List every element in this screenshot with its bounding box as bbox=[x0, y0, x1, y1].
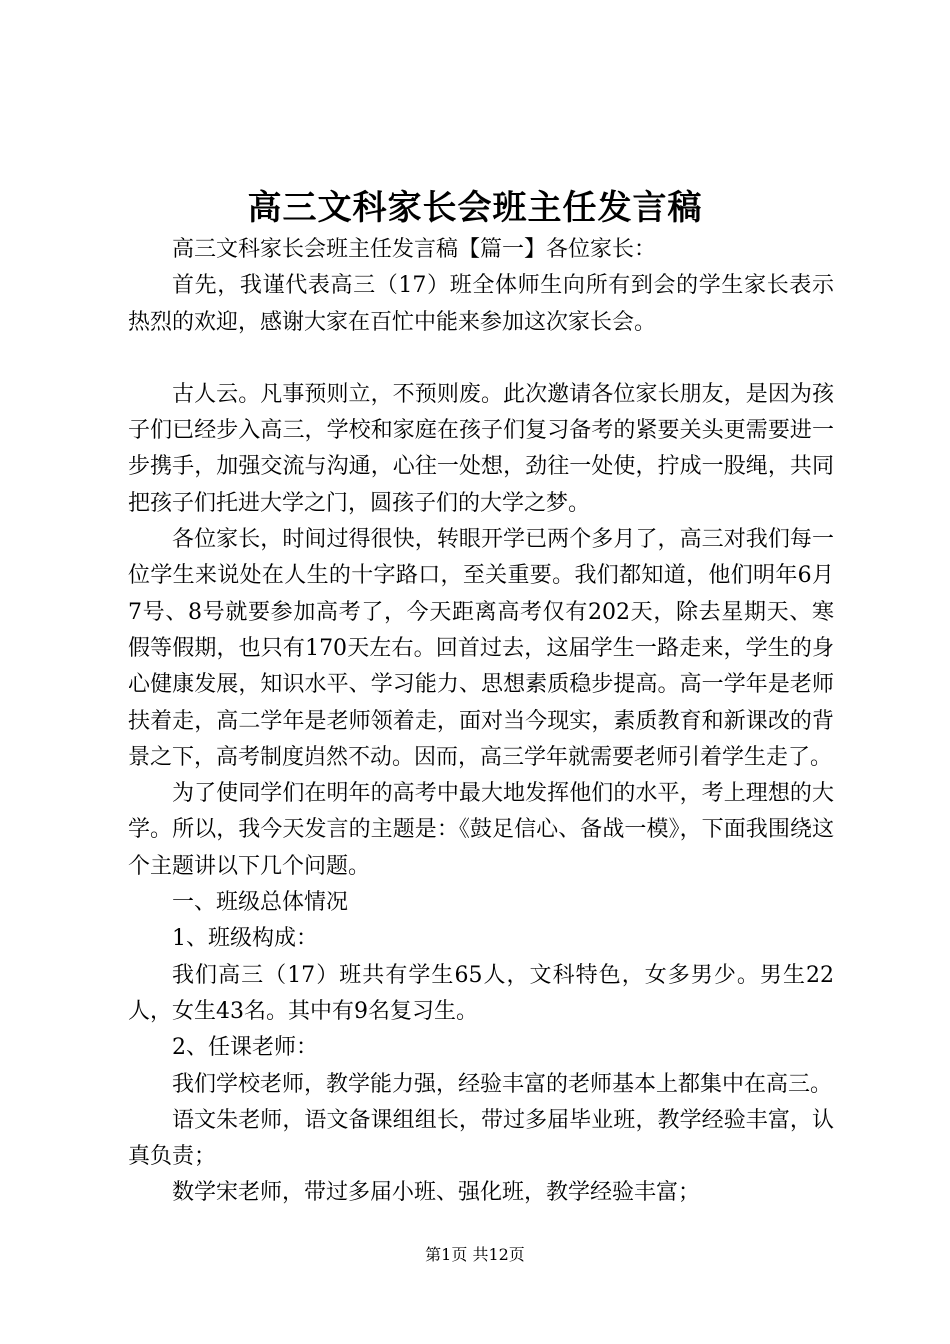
section-heading: 一、班级总体情况 bbox=[172, 890, 349, 916]
paragraph: 我们学校老师，教学能力强，经验丰富的老师基本上都集中在高三。 bbox=[172, 1071, 833, 1097]
paragraph: 为了使同学们在明年的高考中最大地发挥他们的水平，考上理想的大学。所以，我今天发言的主题是：《鼓足信心、备战一模》，下面我围绕这个主题讲以下几个问题。 bbox=[128, 781, 834, 879]
document-body bbox=[128, 232, 834, 1212]
paragraph: 语文朱老师，语文备课组组长，带过多届毕业班，教学经验丰富，认真负责； bbox=[128, 1107, 834, 1170]
document-title: 高三文科家长会班主任发言稿 bbox=[247, 188, 703, 228]
paragraph: 数学宋老师，带过多届小班、强化班，教学经验丰富； bbox=[172, 1180, 701, 1206]
paragraph: 我们高三（17）班共有学生65人，文科特色，女多男少。男生22人，女生43名。其中有9名复习生。 bbox=[128, 962, 834, 1024]
paragraph: 各位家长，时间过得很快，转眼开学已两个多月了，高三对我们每一位学生来说处在人生的十字路口，至关重要。我们都知道，他们明年6月7号、8号就要参加高考了，今天距离高考仅有202天，除去星期天、寒假等假期，也只有170天左右。回首过去，这届学生一路走来，学生的身心健康发展，知识水平、学习能力、思想素质稳步提高。高一学年是老师扶着走，高二学年是老师领着走，面对当今现实，素质教育和新课改的背景之下，高考制度岿然不动。因而，高三学年就需要老师引着学生走了。 bbox=[128, 527, 834, 770]
paragraph: 首先，我谨代表高三（17）班全体师生向所有到会的学生家长表示热烈的欢迎，感谢大家在百忙中能来参加这次家长会。 bbox=[128, 273, 834, 335]
sub-heading: 2、任课老师： bbox=[172, 1035, 318, 1061]
sub-heading: 1、班级构成： bbox=[172, 926, 318, 952]
paragraph: 古人云。凡事预则立，不预则废。此次邀请各位家长朋友，是因为孩子们已经步入高三，学校和家庭在孩子们复习备考的紧要关头更需要进一步携手，加强交流与沟通，心往一处想，劲往一处使，拧成一股绳，共同把孩子们托进大学之门，圆孩子们的大学之梦。 bbox=[128, 381, 834, 516]
page-number-footer: 第1页 共12页 bbox=[425, 1245, 525, 1264]
paragraph: 高三文科家长会班主任发言稿【篇一】各位家长： bbox=[172, 237, 657, 262]
